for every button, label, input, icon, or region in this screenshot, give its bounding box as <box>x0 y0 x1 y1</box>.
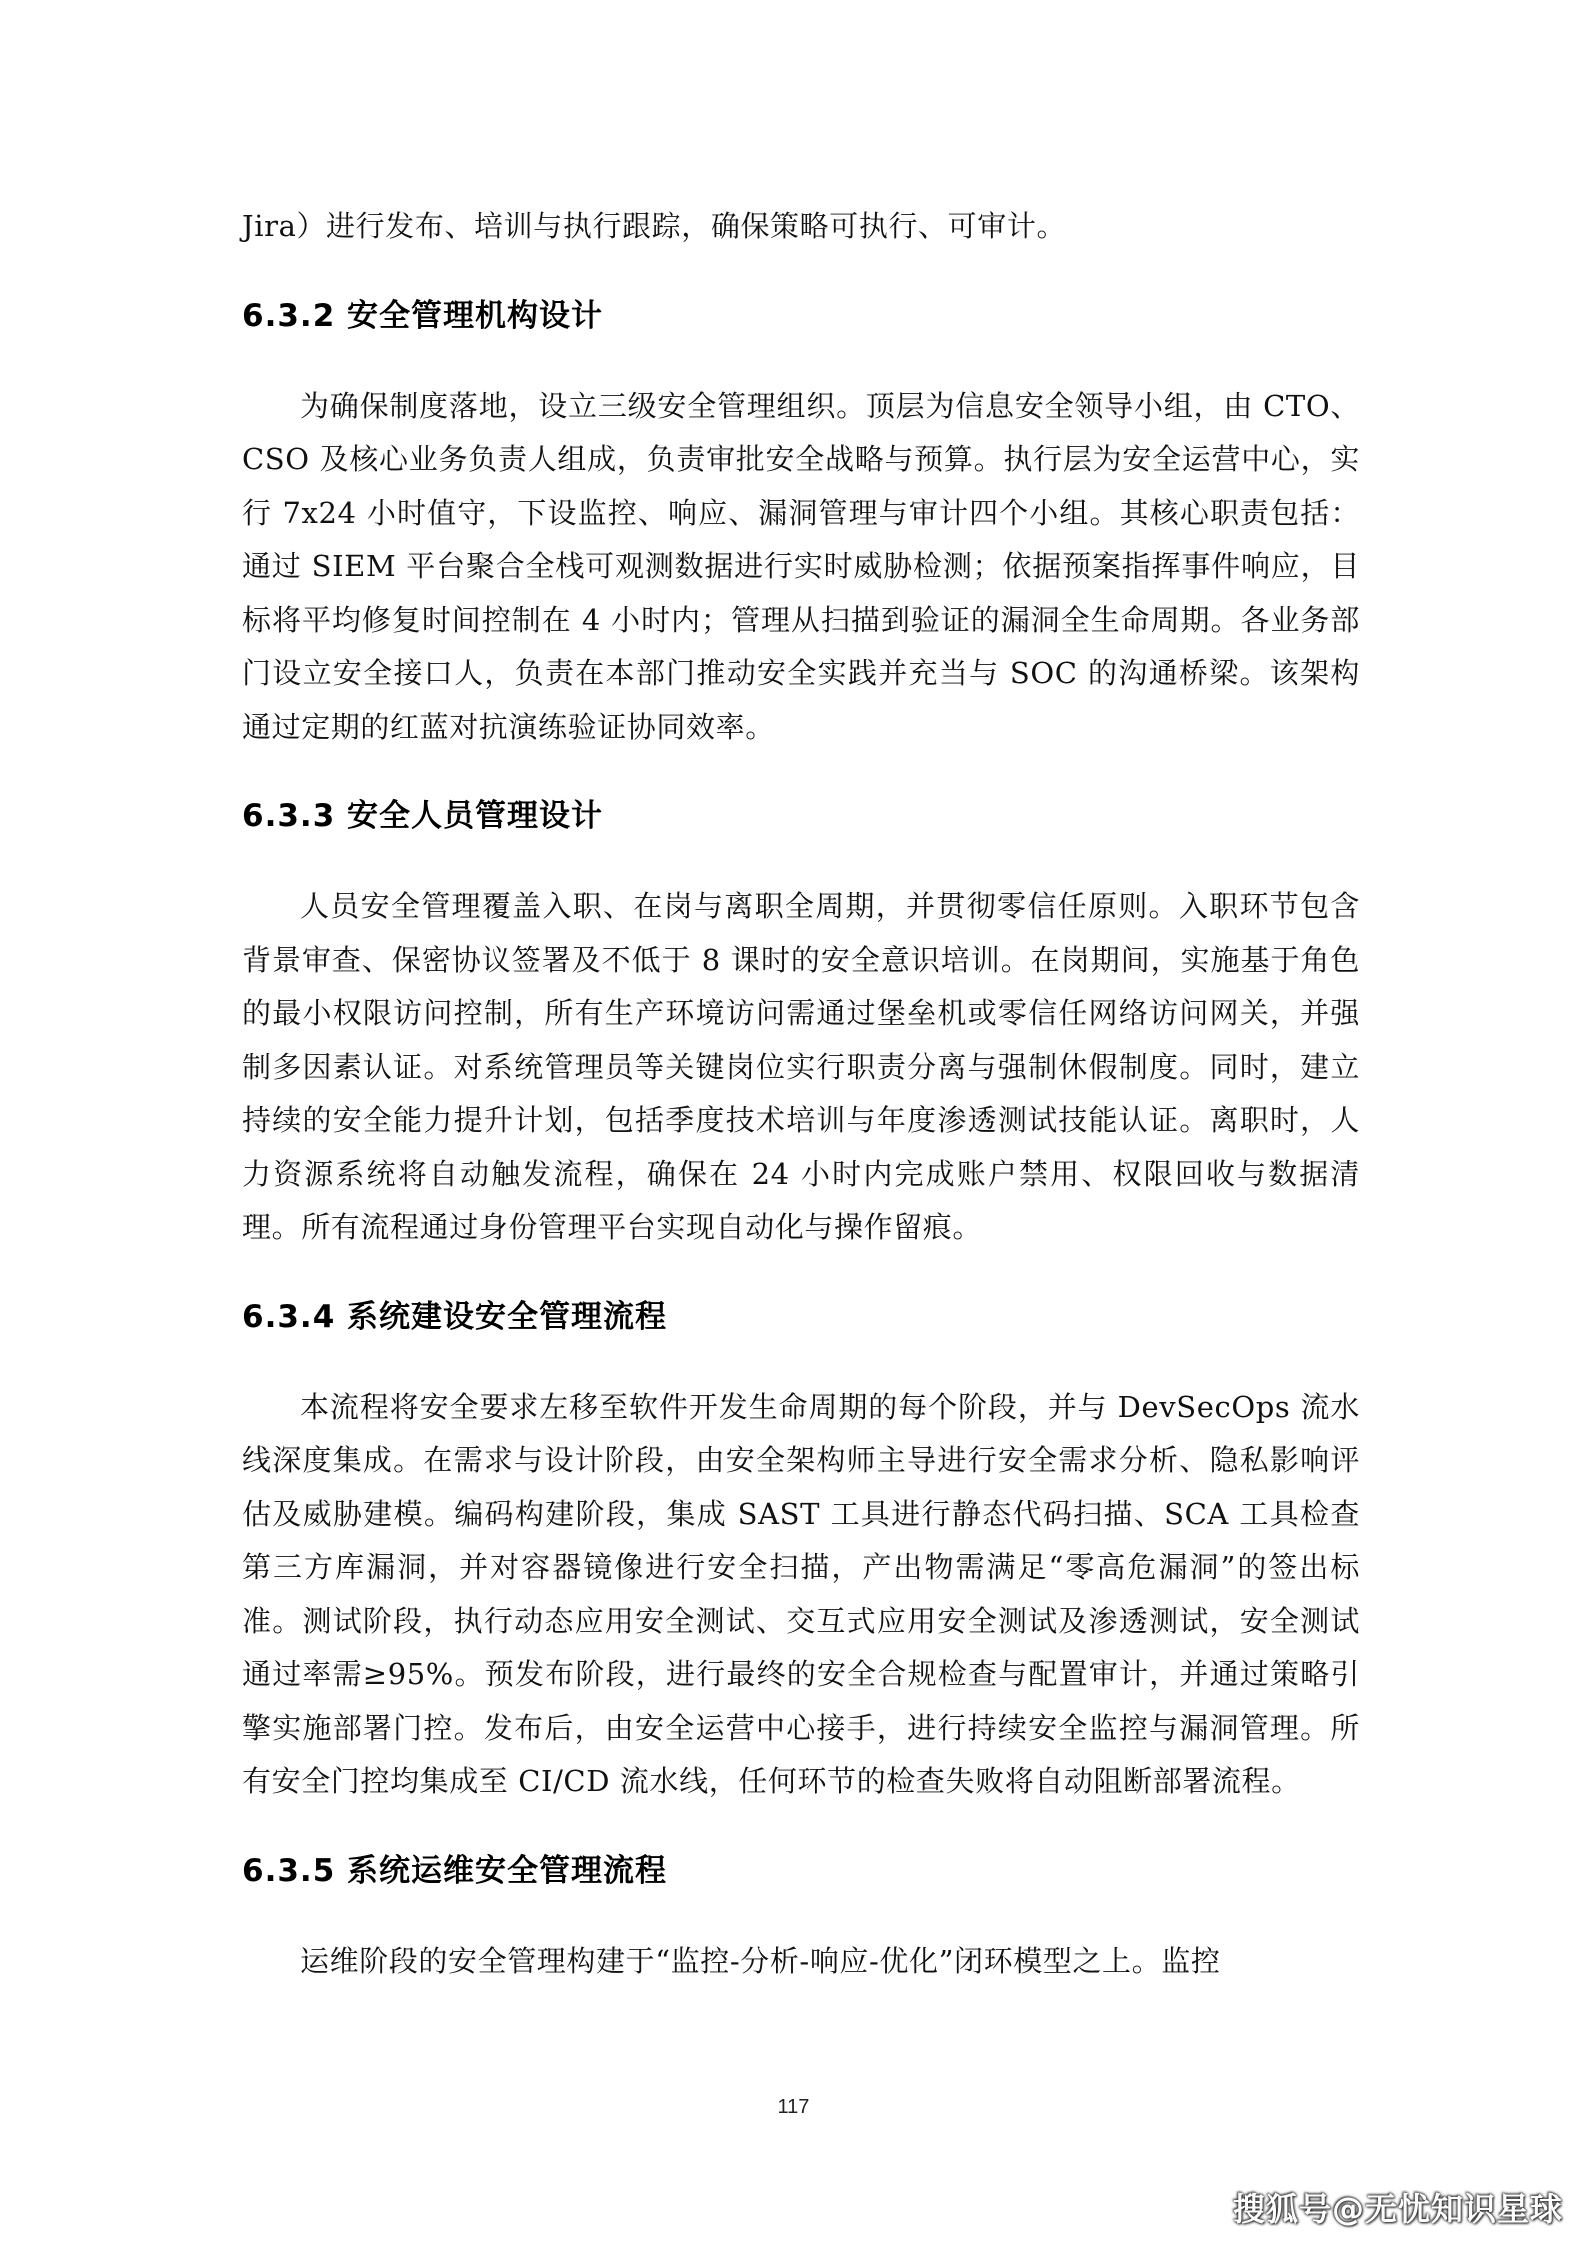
section-heading-6-3-3: 6.3.3 安全人员管理设计 <box>242 798 604 834</box>
section-paragraph-6-3-3: 人员安全管理覆盖入职、在岗与离职全周期，并贯彻零信任原则。入职环节包含背景审查、保密协议签署及不低于 8 课时的安全意识培训。在岗期间，实施基于角色的最小权限访问控制，所有生产环境访问需通过堡垒机或零信任网络访问网关，并强制多因素认证。对系统管理员等关键岗位实行职责分离与强制休假制度。同时，建立持续的安全能力提升计划，包括季度技术培训与年度渗透测试技能认证。离职时，人力资源系统将自动触发流程，确保在 24 小时内完成账户禁用、权限回收与数据清理。所有流程通过身份管理平台实现自动化与操作留痕。 <box>242 889 1360 1244</box>
section-paragraph-6-3-2: 为确保制度落地，设立三级安全管理组织。顶层为信息安全领导小组，由 CTO、CSO 及核心业务负责人组成，负责审批安全战略与预算。执行层为安全运营中心，实行 7x24 小时值守，下设监控、响应、漏洞管理与审计四个小组。其核心职责包括：通过 SIEM 平台聚合全栈可观测数据进行实时威胁检测；依据预案指挥事件响应，目标将平均修复时间控制在 4 小时内；管理从扫描到验证的漏洞全生命周期。各业务部门设立安全接口人，负责在本部门推动安全实践并充当与 SOC 的沟通桥梁。该架构通过定期的红蓝对抗演练验证协同效率。 <box>242 388 1360 744</box>
section-heading-6-3-4: 6.3.4 系统建设安全管理流程 <box>242 1298 668 1335</box>
continuation-paragraph: Jira）进行发布、培训与执行跟踪，确保策略可执行、可审计。 <box>242 209 1067 243</box>
section-heading-6-3-2: 6.3.2 安全管理机构设计 <box>242 297 604 334</box>
page-number: 117 <box>777 2096 810 2118</box>
watermark: 搜狐号@无忧知识星球 <box>1232 2190 1563 2228</box>
page-content <box>242 200 1360 1988</box>
section-paragraph-6-3-4: 本流程将安全要求左移至软件开发生命周期的每个阶段，并与 DevSecOps 流水线深度集成。在需求与设计阶段，由安全架构师主导进行安全需求分析、隐私影响评估及威胁建模。编码构建阶段，集成 SAST 工具进行静态代码扫描、SCA 工具检查第三方库漏洞，并对容器镜像进行安全扫描，产出物需满足“零高危漏洞”的签出标准。测试阶段，执行动态应用安全测试、交互式应用安全测试及渗透测试，安全测试通过率需≥95%。预发布阶段，进行最终的安全合规检查与配置审计，并通过策略引擎实施部署门控。发布后，由安全运营中心接手，进行持续安全监控与漏洞管理。所有安全门控均集成至 CI/CD 流水线，任何环节的检查失败将自动阻断部署流程。 <box>242 1389 1360 1798</box>
section-paragraph-6-3-5: 运维阶段的安全管理构建于“监控-分析-响应-优化”闭环模型之上。监控 <box>300 1943 1221 1978</box>
section-heading-6-3-5: 6.3.5 系统运维安全管理流程 <box>242 1852 668 1889</box>
